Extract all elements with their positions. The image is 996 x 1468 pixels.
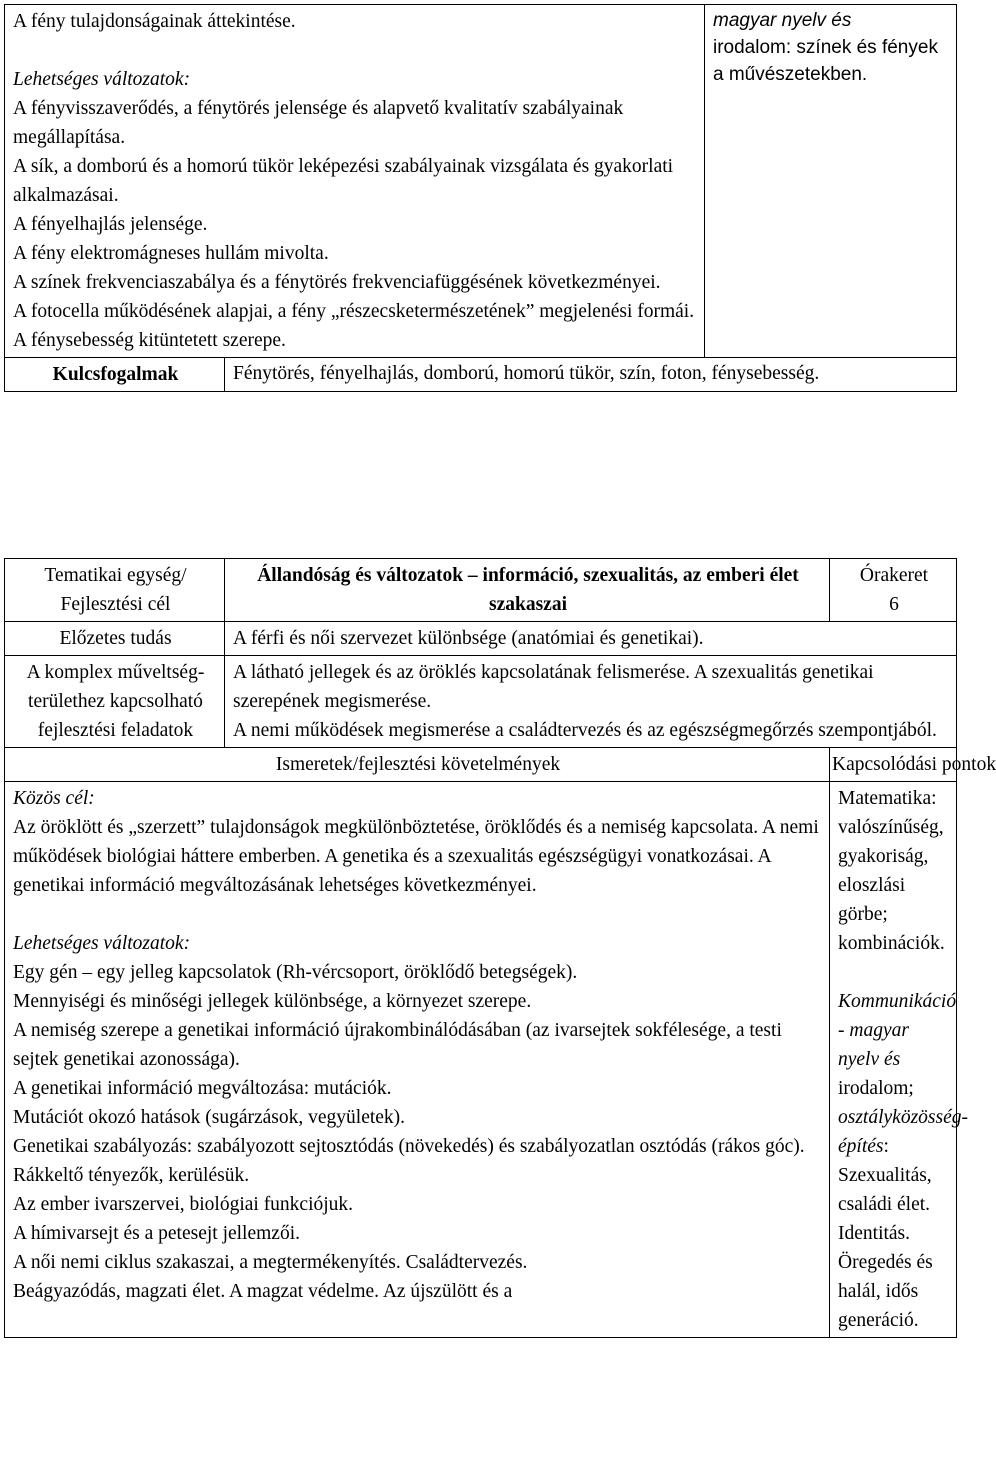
links-cell [830, 782, 968, 1338]
unit-variant-item: Genetikai szabályozás: szabályozott sejtosztódás (növekedés) és szabályozatlan osztódás (rákos góc). Rákkeltő tényezők, kerülésük. [13, 1136, 805, 1186]
task-item: A látható jellegek és az öröklés kapcsolatának felismerése. A szexualitás genetikai szerepének megismerése. [233, 662, 874, 712]
hours-cell [830, 559, 957, 622]
variant-item: A fényvisszaverődés, a fénytörés jelensége és alapvető kvalitatív szabályainak megállapítása. [13, 98, 624, 148]
link-comm-text: irodalom; [838, 1078, 914, 1099]
requirements-header: Ismeretek/fejlesztési követelmények [5, 748, 830, 782]
link-comm-label: Kommunikáció - magyar nyelv és [838, 991, 957, 1070]
topic-table [4, 4, 957, 392]
unit-variant-item: Beágyazódás, magzati élet. A magzat védelme. Az újszülött és a [13, 1281, 513, 1302]
keywords-text: Fénytörés, fényelhajlás, domború, homorú tükör, szín, foton, fénysebesség. [225, 358, 957, 392]
common-goal-text: Az öröklött és „szerzett” tulajdonságok megkülönböztetése, öröklődés és a nemiség kapcsolata. A nemi működések biológiai háttere emberben. A genetika és a szexualitás egészségügyi vonatkozásai. A genetikai információ megváltozásának lehetséges következményei. [13, 817, 819, 896]
link-class-label: osztályközösség-építés [838, 1107, 968, 1157]
tasks-cell [225, 656, 957, 748]
unit-header-label: Tematikai egység/ Fejlesztési cél [5, 559, 225, 622]
variant-item: A fénysebesség kitüntetett szerepe. [13, 330, 286, 351]
variant-item: A sík, a domború és a homorú tükör leképezési szabályainak vizsgálata és gyakorlati alkalmazásai. [13, 156, 674, 206]
variant-item: A fény elektromágneses hullám mivolta. [13, 243, 329, 264]
link-class-line [838, 1103, 968, 1161]
topic-content-cell [5, 5, 705, 358]
links-text: irodalom: színek és fények a művészetekben. [713, 37, 938, 85]
links-header: Kapcsolódási pontok [830, 748, 957, 782]
unit-variant-item: A nemiség szerepe a genetikai információ újrakombinálódásában (az ivarsejtek sokfélesége, a testi sejtek genetikai azonossága). [13, 1020, 782, 1070]
variant-item: A fotocella működésének alapjai, a fény „részecsketermészetének” megjelenési formái. [13, 301, 695, 322]
link-class-text: Szexualitás, családi élet. Identitás. Öregedés és halál, idős generáció. [838, 1165, 933, 1331]
unit-variant-item: A genetikai információ megváltozása: mutációk. [13, 1078, 392, 1099]
prior-knowledge-text: A férfi és női szervezet különbsége (anatómiai és genetikai). [225, 622, 957, 656]
hours-label: Órakeret [859, 565, 929, 586]
task-item: A nemi működések megismerése a családtervezés és az egészségmegőrzés szempontjából. [233, 720, 937, 741]
link-math-label: Matematika: [838, 788, 937, 809]
variants-label: Lehetséges változatok: [13, 69, 191, 90]
variant-item: A fényelhajlás jelensége. [13, 214, 208, 235]
link-class-colon: : [883, 1136, 889, 1157]
unit-variant-item: A hímivarsejt és a petesejt jellemzői. [13, 1223, 300, 1244]
variant-item: A színek frekvenciaszabálya és a fénytörés frekvenciafüggésének következményei. [13, 272, 661, 293]
unit-variant-item: Egy gén – egy jelleg kapcsolatok (Rh-vércsoport, öröklődő betegségek). [13, 962, 578, 983]
unit-variant-item: Az ember ivarszervei, biológiai funkciójuk. [13, 1194, 354, 1215]
topic-intro: A fény tulajdonságainak áttekintése. [13, 11, 296, 32]
common-goal-label: Közös cél: [13, 788, 95, 809]
unit-table [4, 558, 996, 1338]
unit-variant-item: Mutációt okozó hatások (sugárzások, vegyületek). [13, 1107, 406, 1128]
topic-links-cell [705, 5, 957, 358]
prior-knowledge-label: Előzetes tudás [5, 622, 225, 656]
hours-value: 6 [889, 594, 899, 615]
link-math-text: valószínűség, gyakoriság, eloszlási görbe; kombinációk. [838, 817, 945, 954]
unit-variants-label: Lehetséges változatok: [13, 933, 191, 954]
tasks-label: A komplex műveltség-területhez kapcsolható fejlesztési feladatok [5, 656, 225, 748]
unit-variant-item: A női nemi ciklus szakaszai, a megtermékenyítés. Családtervezés. [13, 1252, 528, 1273]
requirements-cell [5, 782, 830, 1338]
unit-variant-item: Mennyiségi és minőségi jellegek különbsége, a környezet szerepe. [13, 991, 532, 1012]
links-italic: magyar nyelv és [713, 10, 852, 31]
keywords-label: Kulcsfogalmak [5, 358, 225, 392]
unit-title: Állandóság és változatok – információ, szexualitás, az emberi élet szakaszai [225, 559, 830, 622]
